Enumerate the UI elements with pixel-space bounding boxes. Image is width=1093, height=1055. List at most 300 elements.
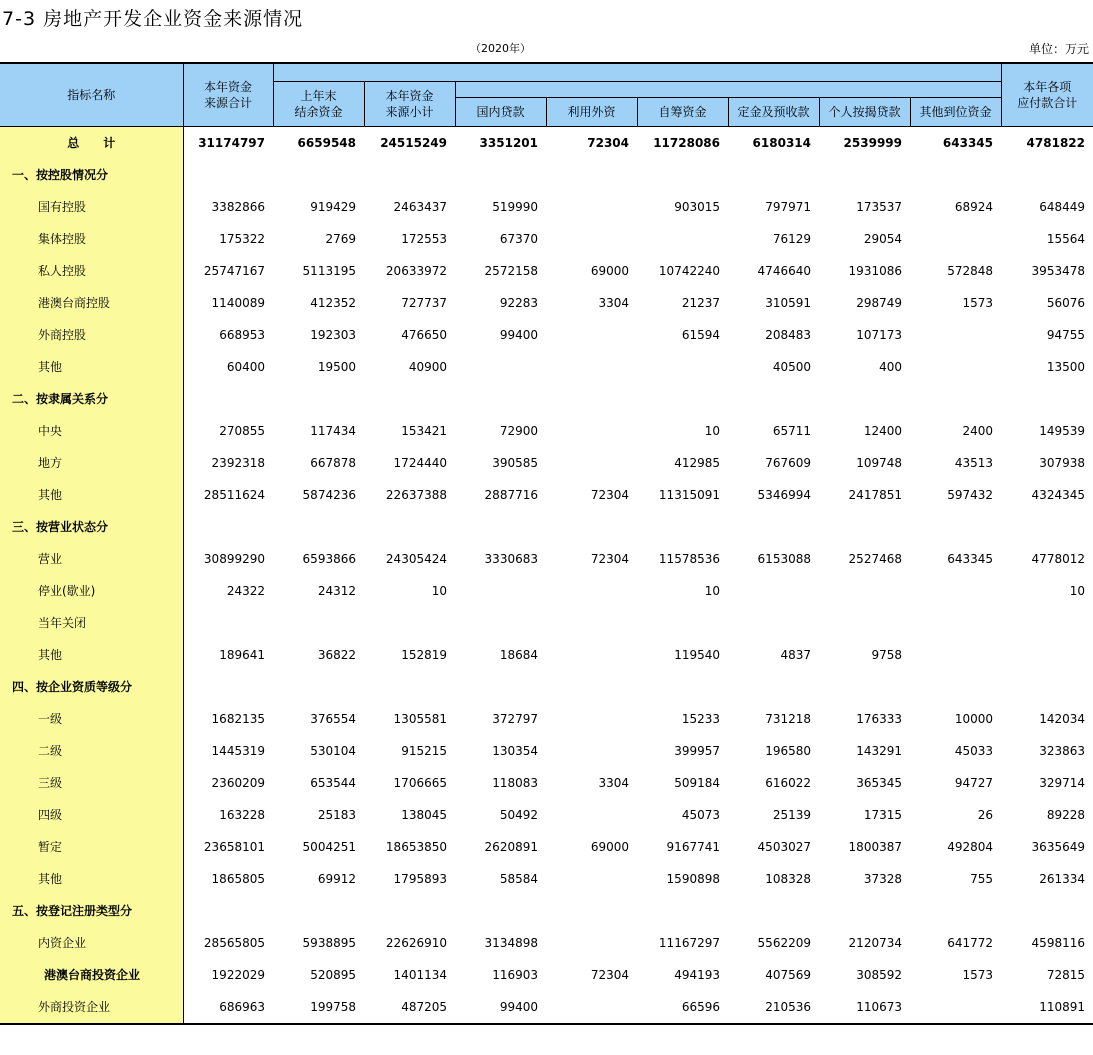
table-cell: 1795893 <box>393 871 447 886</box>
table-cell: 110673 <box>819 991 910 1024</box>
row-label: 停业(歇业) <box>0 575 183 607</box>
table-cell: 189641 <box>219 647 265 662</box>
table-row <box>0 447 1093 479</box>
table-cell: 19500 <box>317 359 356 374</box>
table-cell: 45033 <box>954 743 993 758</box>
table-cell <box>546 799 637 831</box>
table-cell: 572848 <box>947 263 993 278</box>
table-cell <box>546 383 637 415</box>
table-cell: 270855 <box>219 423 265 438</box>
table-cell <box>910 159 1001 191</box>
table-cell: 797971 <box>765 199 811 214</box>
table-cell <box>910 895 1001 927</box>
table-cell: 10742240 <box>658 263 720 278</box>
table-cell <box>728 511 819 543</box>
table-cell: 1800387 <box>848 839 902 854</box>
table-cell: 400 <box>879 359 902 374</box>
header-total-funds: 本年资金 来源合计 <box>183 63 273 126</box>
table-cell: 153421 <box>401 423 447 438</box>
table-cell: 142034 <box>1039 711 1085 726</box>
table-cell: 5004251 <box>302 839 356 854</box>
row-label: 其他 <box>0 863 183 895</box>
table-cell: 199758 <box>273 991 364 1024</box>
table-row <box>0 895 1093 927</box>
header-carryover-funds: 上年末 结余资金 <box>273 81 364 126</box>
table-cell <box>273 159 364 191</box>
table-row <box>0 223 1093 255</box>
table-cell: 24515249 <box>380 135 447 150</box>
table-cell <box>546 639 637 671</box>
table-cell: 2400 <box>962 423 993 438</box>
table-cell: 92283 <box>499 295 538 310</box>
table-cell: 494193 <box>674 967 720 982</box>
table-cell: 310591 <box>765 295 811 310</box>
table-cell: 3304 <box>598 295 629 310</box>
table-cell: 307938 <box>1039 455 1085 470</box>
table-cell: 10 <box>1069 583 1085 598</box>
table-cell <box>273 607 364 639</box>
table-cell: 43513 <box>954 455 993 470</box>
table-cell: 5346994 <box>757 487 811 502</box>
row-label: 一、按控股情况分 <box>0 159 183 191</box>
table-cell <box>455 351 546 383</box>
table-cell <box>637 607 728 639</box>
table-cell <box>455 895 546 927</box>
table-cell <box>728 575 819 607</box>
table-cell: 667878 <box>310 455 356 470</box>
row-label: 三、按营业状态分 <box>0 511 183 543</box>
table-cell: 5938895 <box>302 935 356 950</box>
table-cell: 3382866 <box>211 199 265 214</box>
table-row <box>0 415 1093 447</box>
table-cell: 37328 <box>863 871 902 886</box>
header-mortgage: 个人按揭贷款 <box>819 97 910 126</box>
table-cell: 25183 <box>317 807 356 822</box>
table-cell: 24322 <box>226 583 265 598</box>
table-cell <box>364 607 455 639</box>
table-row <box>0 671 1093 703</box>
table-cell: 176333 <box>856 711 902 726</box>
table-cell: 520895 <box>310 967 356 982</box>
table-row <box>0 639 1093 671</box>
table-cell <box>546 735 637 767</box>
table-row <box>0 319 1093 351</box>
row-label: 内资企业 <box>0 927 183 959</box>
table-cell <box>546 351 637 383</box>
table-cell: 15233 <box>681 711 720 726</box>
table-cell: 1140089 <box>211 295 265 310</box>
table-cell <box>1001 671 1093 703</box>
table-cell <box>455 159 546 191</box>
table-row <box>0 863 1093 895</box>
table-cell: 69000 <box>590 839 629 854</box>
table-cell <box>910 223 1001 255</box>
table-cell: 11578536 <box>658 551 720 566</box>
table-cell <box>910 607 1001 639</box>
table-cell: 138045 <box>401 807 447 822</box>
table-row <box>0 735 1093 767</box>
table-cell <box>910 319 1001 351</box>
table-cell: 28511624 <box>203 487 265 502</box>
table-cell: 10 <box>704 423 720 438</box>
table-cell <box>273 671 364 703</box>
table-cell: 72304 <box>590 967 629 982</box>
row-label: 总 计 <box>0 126 183 159</box>
row-label: 港澳台商控股 <box>0 287 183 319</box>
table-cell: 109748 <box>856 455 902 470</box>
table-cell: 4598116 <box>1031 935 1085 950</box>
table-cell: 4837 <box>780 647 811 662</box>
table-cell: 365345 <box>856 775 902 790</box>
header-top-blank <box>273 63 1001 81</box>
table-cell: 30899290 <box>203 551 265 566</box>
funding-sources-table <box>0 62 1093 1025</box>
table-cell <box>183 159 273 191</box>
row-label: 外商投资企业 <box>0 991 183 1024</box>
table-cell: 731218 <box>765 711 811 726</box>
table-cell: 192303 <box>310 327 356 342</box>
table-cell: 68924 <box>954 199 993 214</box>
table-cell: 61594 <box>681 327 720 342</box>
table-cell: 4503027 <box>757 839 811 854</box>
table-cell: 29054 <box>863 231 902 246</box>
table-cell: 10 <box>704 583 720 598</box>
table-cell: 66596 <box>637 991 728 1024</box>
header-indicator-name: 指标名称 <box>0 63 183 126</box>
table-cell: 2887716 <box>484 487 538 502</box>
table-cell: 20633972 <box>385 263 447 278</box>
table-cell <box>819 383 910 415</box>
table-cell: 172553 <box>401 231 447 246</box>
table-cell: 2120734 <box>848 935 902 950</box>
table-cell <box>546 511 637 543</box>
table-cell: 117434 <box>310 423 356 438</box>
table-cell: 76129 <box>772 231 811 246</box>
table-cell <box>364 895 455 927</box>
row-label: 四、按企业资质等级分 <box>0 671 183 703</box>
table-row <box>0 703 1093 735</box>
table-cell: 119540 <box>674 647 720 662</box>
table-cell: 65711 <box>772 423 811 438</box>
table-cell: 4746640 <box>757 263 811 278</box>
table-cell: 108328 <box>765 871 811 886</box>
table-cell <box>1001 895 1093 927</box>
table-cell: 492804 <box>947 839 993 854</box>
table-cell: 11167297 <box>658 935 720 950</box>
unit-label: 单位：万元 <box>1028 42 1089 56</box>
table-cell: 3134898 <box>484 935 538 950</box>
table-cell: 72304 <box>587 135 629 150</box>
table-row <box>0 799 1093 831</box>
table-cell: 60400 <box>226 359 265 374</box>
row-label: 暂定 <box>0 831 183 863</box>
table-cell: 89228 <box>1046 807 1085 822</box>
header-payables: 本年各项 应付款合计 <box>1001 63 1093 126</box>
table-cell <box>546 895 637 927</box>
table-cell: 50492 <box>499 807 538 822</box>
table-cell: 1865805 <box>211 871 265 886</box>
table-cell: 28565805 <box>203 935 265 950</box>
table-cell: 1590898 <box>666 871 720 886</box>
table-cell: 175322 <box>219 231 265 246</box>
table-cell: 1724440 <box>393 455 447 470</box>
table-cell <box>546 319 637 351</box>
table-cell <box>637 383 728 415</box>
table-cell: 2539999 <box>843 135 902 150</box>
table-cell: 210536 <box>728 991 819 1024</box>
table-cell <box>637 223 728 255</box>
table-cell <box>183 607 273 639</box>
table-cell: 648449 <box>1039 199 1085 214</box>
table-cell: 641772 <box>947 935 993 950</box>
table-cell <box>455 607 546 639</box>
table-cell: 2620891 <box>484 839 538 854</box>
table-cell: 72815 <box>1046 967 1085 982</box>
table-row <box>0 351 1093 383</box>
table-cell: 110891 <box>1001 991 1093 1024</box>
table-cell <box>546 863 637 895</box>
table-row <box>0 287 1093 319</box>
header-foreign-capital: 利用外资 <box>546 97 637 126</box>
table-cell: 5113195 <box>302 263 356 278</box>
table-row <box>0 126 1093 159</box>
table-cell <box>546 991 637 1024</box>
table-cell <box>273 511 364 543</box>
table-cell: 616022 <box>765 775 811 790</box>
table-cell <box>1001 159 1093 191</box>
row-label: 当年关闭 <box>0 607 183 639</box>
row-label: 国有控股 <box>0 191 183 223</box>
table-cell: 399957 <box>674 743 720 758</box>
table-cell: 196580 <box>765 743 811 758</box>
header-deposits: 定金及预收款 <box>728 97 819 126</box>
header-subtotal-funds: 本年资金 来源小计 <box>364 81 455 126</box>
table-cell <box>546 703 637 735</box>
table-cell <box>546 415 637 447</box>
table-cell: 94727 <box>954 775 993 790</box>
table-cell: 643345 <box>942 135 993 150</box>
table-cell <box>728 607 819 639</box>
row-label: 二、按隶属关系分 <box>0 383 183 415</box>
table-cell: 407569 <box>765 967 811 982</box>
table-cell: 152819 <box>401 647 447 662</box>
table-cell <box>910 671 1001 703</box>
table-cell: 1922029 <box>211 967 265 982</box>
table-cell: 72900 <box>499 423 538 438</box>
table-cell: 755 <box>970 871 993 886</box>
table-cell: 9758 <box>871 647 902 662</box>
page-title: 7-3 房地产开发企业资金来源情况 <box>2 8 304 30</box>
table-cell: 208483 <box>765 327 811 342</box>
table-cell <box>546 159 637 191</box>
table-cell: 509184 <box>674 775 720 790</box>
table-cell: 487205 <box>364 991 455 1024</box>
table-cell: 2417851 <box>848 487 902 502</box>
table-cell: 72304 <box>590 551 629 566</box>
table-cell: 1573 <box>962 967 993 982</box>
row-label: 地方 <box>0 447 183 479</box>
row-label: 其他 <box>0 479 183 511</box>
header-self-raised: 自筹资金 <box>637 97 728 126</box>
table-cell: 69000 <box>590 263 629 278</box>
table-cell: 72304 <box>590 487 629 502</box>
table-cell: 10 <box>431 583 447 598</box>
table-cell: 298749 <box>856 295 902 310</box>
table-cell <box>910 575 1001 607</box>
table-cell <box>819 607 910 639</box>
table-cell: 903015 <box>674 199 720 214</box>
table-cell: 25139 <box>772 807 811 822</box>
header-domestic-loans: 国内贷款 <box>455 97 546 126</box>
table-cell <box>1001 639 1093 671</box>
table-cell <box>819 895 910 927</box>
table-cell <box>728 895 819 927</box>
table-cell <box>637 511 728 543</box>
row-label: 二级 <box>0 735 183 767</box>
table-cell: 261334 <box>1039 871 1085 886</box>
table-cell: 3351201 <box>479 135 538 150</box>
table-cell <box>455 383 546 415</box>
table-cell <box>546 447 637 479</box>
row-label: 四级 <box>0 799 183 831</box>
table-cell: 1931086 <box>848 263 902 278</box>
row-label: 营业 <box>0 543 183 575</box>
table-cell: 1401134 <box>393 967 447 982</box>
table-cell <box>910 991 1001 1024</box>
table-cell: 173537 <box>856 199 902 214</box>
table-cell: 94755 <box>1046 327 1085 342</box>
table-cell <box>728 383 819 415</box>
table-cell: 686963 <box>183 991 273 1024</box>
data-table-container <box>0 62 1093 1025</box>
table-row <box>0 511 1093 543</box>
table-cell: 2392318 <box>211 455 265 470</box>
table-cell: 18653850 <box>385 839 447 854</box>
table-cell: 597432 <box>947 487 993 502</box>
table-cell: 727737 <box>401 295 447 310</box>
table-cell: 5874236 <box>302 487 356 502</box>
table-cell <box>273 895 364 927</box>
table-cell: 2572158 <box>484 263 538 278</box>
table-cell: 1573 <box>962 295 993 310</box>
table-cell <box>364 159 455 191</box>
table-cell <box>910 639 1001 671</box>
table-cell <box>637 895 728 927</box>
table-cell <box>1001 383 1093 415</box>
table-row <box>0 543 1093 575</box>
table-cell: 107173 <box>856 327 902 342</box>
year-label: （2020年） <box>470 42 531 55</box>
table-cell: 22637388 <box>385 487 447 502</box>
table-cell: 56076 <box>1046 295 1085 310</box>
table-cell <box>455 511 546 543</box>
table-cell <box>364 671 455 703</box>
table-cell <box>183 671 273 703</box>
table-cell: 9167741 <box>666 839 720 854</box>
table-row <box>0 383 1093 415</box>
table-cell: 17315 <box>863 807 902 822</box>
table-cell: 919429 <box>310 199 356 214</box>
table-cell: 24312 <box>317 583 356 598</box>
table-cell: 130354 <box>492 743 538 758</box>
table-cell: 6593866 <box>302 551 356 566</box>
table-cell: 6180314 <box>752 135 811 150</box>
table-cell: 18684 <box>499 647 538 662</box>
table-cell <box>910 511 1001 543</box>
row-label: 五、按登记注册类型分 <box>0 895 183 927</box>
table-cell: 6153088 <box>757 551 811 566</box>
table-cell <box>728 671 819 703</box>
table-cell: 2360209 <box>211 775 265 790</box>
table-cell: 23658101 <box>203 839 265 854</box>
table-cell: 653544 <box>310 775 356 790</box>
table-cell <box>910 351 1001 383</box>
table-cell: 6659548 <box>297 135 356 150</box>
table-cell <box>637 159 728 191</box>
row-label: 外商控股 <box>0 319 183 351</box>
table-cell <box>455 671 546 703</box>
table-cell: 36822 <box>317 647 356 662</box>
table-row <box>0 959 1093 991</box>
table-cell: 116903 <box>492 967 538 982</box>
table-cell: 10000 <box>954 711 993 726</box>
table-cell <box>455 575 546 607</box>
table-row <box>0 575 1093 607</box>
table-cell: 643345 <box>947 551 993 566</box>
table-cell <box>1001 511 1093 543</box>
table-cell: 24305424 <box>385 551 447 566</box>
table-cell: 3953478 <box>1031 263 1085 278</box>
table-cell: 376554 <box>310 711 356 726</box>
table-row <box>0 191 1093 223</box>
table-cell: 149539 <box>1039 423 1085 438</box>
table-cell: 11315091 <box>658 487 720 502</box>
row-label: 一级 <box>0 703 183 735</box>
table-cell: 412985 <box>674 455 720 470</box>
table-cell: 519990 <box>492 199 538 214</box>
table-cell: 13500 <box>1046 359 1085 374</box>
table-cell: 99400 <box>499 327 538 342</box>
table-cell: 4781822 <box>1026 135 1085 150</box>
table-cell <box>364 511 455 543</box>
table-cell: 2463437 <box>393 199 447 214</box>
table-cell: 69912 <box>317 871 356 886</box>
table-cell <box>183 511 273 543</box>
row-label: 中央 <box>0 415 183 447</box>
table-cell: 21237 <box>681 295 720 310</box>
table-cell: 4778012 <box>1031 551 1085 566</box>
table-cell: 22626910 <box>385 935 447 950</box>
table-row <box>0 479 1093 511</box>
table-cell: 323863 <box>1039 743 1085 758</box>
table-cell: 67370 <box>499 231 538 246</box>
table-cell: 12400 <box>863 423 902 438</box>
table-cell: 372797 <box>492 711 538 726</box>
table-row <box>0 255 1093 287</box>
table-cell: 58584 <box>499 871 538 886</box>
table-cell: 15564 <box>1046 231 1085 246</box>
table-cell <box>546 671 637 703</box>
table-cell: 40500 <box>772 359 811 374</box>
table-cell <box>183 383 273 415</box>
table-row <box>0 159 1093 191</box>
table-cell <box>546 927 637 959</box>
table-cell: 99400 <box>455 991 546 1024</box>
table-cell: 4324345 <box>1031 487 1085 502</box>
table-cell: 3330683 <box>484 551 538 566</box>
table-cell: 1445319 <box>211 743 265 758</box>
table-cell: 530104 <box>310 743 356 758</box>
